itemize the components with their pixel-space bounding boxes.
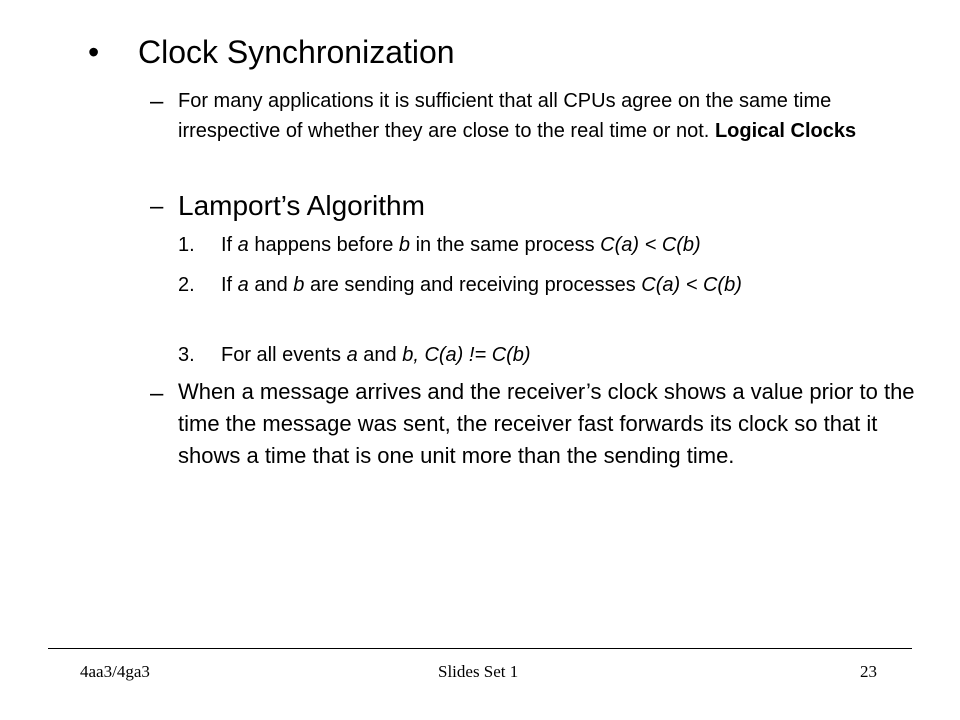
rule-3-number: 3. xyxy=(178,344,195,366)
rule-3-text xyxy=(221,340,901,370)
conclusion-dash: – xyxy=(150,380,164,407)
rule-2-part: and xyxy=(248,274,294,296)
slide-title: Clock Synchronization xyxy=(138,34,455,70)
rule-2-part: are sending and receiving processes xyxy=(304,274,642,296)
rule-2-part: If xyxy=(221,274,238,296)
rule-2-formula: C(a) < C(b) xyxy=(641,274,742,296)
footer-course-code: 4aa3/4ga3 xyxy=(80,662,150,681)
logical-clocks-emphasis: Logical Clocks xyxy=(714,120,857,142)
algorithm-dash: – xyxy=(150,193,164,220)
footer-divider xyxy=(48,648,912,649)
rule-1-number: 1. xyxy=(178,234,195,256)
rule-1-text xyxy=(221,230,901,260)
rule-1-part: in the same process xyxy=(410,234,601,256)
rule-3-formula: b, C(a) != C(b) xyxy=(402,344,531,366)
rule-2-text xyxy=(221,270,871,300)
rule-1-var-a: a xyxy=(237,234,249,256)
intro-paragraph xyxy=(178,86,918,146)
rule-2-var-a: a xyxy=(237,274,249,296)
rule-1-part: If xyxy=(221,234,238,256)
rule-2-var-b: b xyxy=(293,274,305,296)
conclusion-paragraph: When a message arrives and the receiver’s clock shows a value prior to the time the message was sent, the receiver fast forwards its clock so that it shows a time that is one unit more than the sending time. xyxy=(178,379,915,468)
title-bullet: • xyxy=(88,34,100,70)
intro-dash: – xyxy=(150,88,164,115)
intro-text: For many applications it is sufficient that all CPUs agree on the same time irrespective of whether they are close to the real time or not. xyxy=(178,90,832,142)
rule-3-part: For all events xyxy=(221,344,347,366)
rule-1-formula: C(a) < C(b) xyxy=(600,234,701,256)
rule-3-var-a: a xyxy=(346,344,358,366)
rule-1-var-b: b xyxy=(398,234,411,256)
footer-slide-set: Slides Set 1 xyxy=(438,662,519,681)
footer-page-number: 23 xyxy=(860,662,877,681)
rule-3-part: and xyxy=(357,344,403,366)
rule-1-part: happens before xyxy=(248,234,399,256)
algorithm-heading: Lamport’s Algorithm xyxy=(178,190,425,221)
rule-2-number: 2. xyxy=(178,274,195,296)
